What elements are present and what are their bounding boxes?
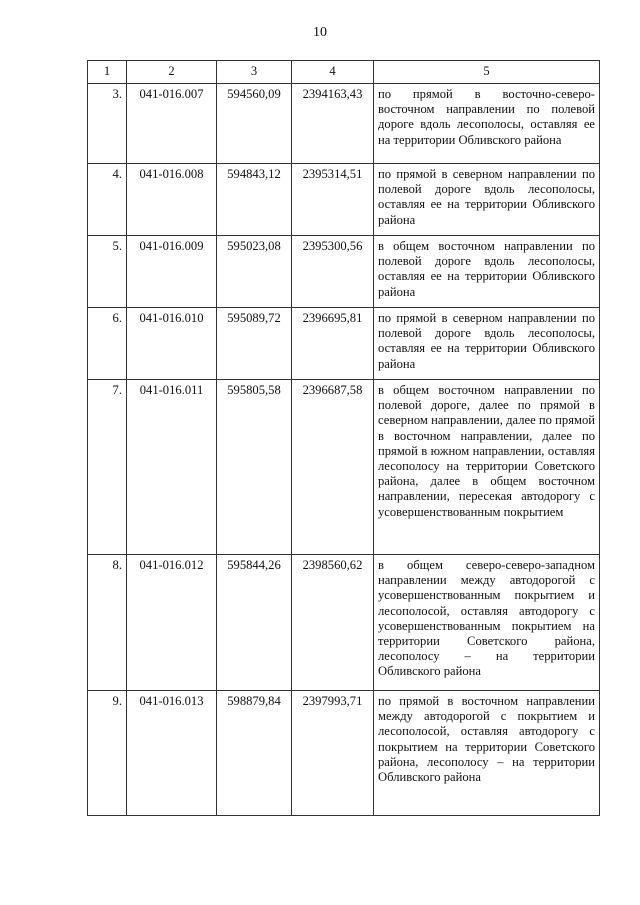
point-code: 041-016.013	[127, 691, 217, 816]
coordinate-y: 2394163,43	[292, 84, 374, 164]
coordinate-x: 594843,12	[217, 164, 292, 236]
boundary-description: по прямой в северном направлении по полевой дороге вдоль лесополосы, оставляя ее на территории Обливского района	[374, 308, 600, 380]
coordinate-x: 595089,72	[217, 308, 292, 380]
coordinate-y: 2398560,62	[292, 555, 374, 691]
table-row	[88, 236, 600, 308]
boundary-description: по прямой в северном направлении по полевой дороге вдоль лесополосы, оставляя ее на территории Обливского района	[374, 164, 600, 236]
row-number: 3.	[88, 84, 127, 164]
header-cell-2: 2	[127, 61, 217, 84]
table-row	[88, 691, 600, 816]
table-row	[88, 555, 600, 691]
header-cell-4: 4	[292, 61, 374, 84]
header-cell-5: 5	[374, 61, 600, 84]
coordinate-y: 2397993,71	[292, 691, 374, 816]
table-header-row	[88, 61, 600, 84]
point-code: 041-016.012	[127, 555, 217, 691]
coordinate-y: 2395314,51	[292, 164, 374, 236]
boundary-description: в общем восточном направлении по полевой дороге, далее по прямой в северном направлении, далее по прямой в восточном направлении, далее по прямой в южном направлении, оставляя лесополосу на территории Советского района, далее в общем восточном направлении, пересекая автодорогу с усовершенствованным покрытием	[374, 380, 600, 555]
row-number: 6.	[88, 308, 127, 380]
header-cell-3: 3	[217, 61, 292, 84]
coordinate-x: 594560,09	[217, 84, 292, 164]
coordinate-y: 2396687,58	[292, 380, 374, 555]
coordinate-x: 595023,08	[217, 236, 292, 308]
point-code: 041-016.008	[127, 164, 217, 236]
table-row	[88, 164, 600, 236]
boundary-description: по прямой в восточно-северо-восточном направлении по полевой дороге вдоль лесополосы, оставляя ее на территории Обливского района	[374, 84, 600, 164]
boundary-points-table	[87, 60, 600, 816]
table-row	[88, 380, 600, 555]
coordinate-x: 595805,58	[217, 380, 292, 555]
header-cell-1: 1	[88, 61, 127, 84]
point-code: 041-016.009	[127, 236, 217, 308]
point-code: 041-016.011	[127, 380, 217, 555]
coordinate-x: 598879,84	[217, 691, 292, 816]
table-row	[88, 308, 600, 380]
coordinate-x: 595844,26	[217, 555, 292, 691]
row-number: 8.	[88, 555, 127, 691]
row-number: 7.	[88, 380, 127, 555]
coordinate-y: 2396695,81	[292, 308, 374, 380]
row-number: 5.	[88, 236, 127, 308]
row-number: 4.	[88, 164, 127, 236]
boundary-description: в общем северо-северо-западном направлении между автодорогой с усовершенствованным покрытием и лесополосой, оставляя автодорогу с усовершенствованным покрытием на территории Советского района, лесополосу – на территории Обливского района	[374, 555, 600, 691]
page-number: 10	[313, 25, 327, 40]
boundary-description: по прямой в восточном направлении между автодорогой с покрытием и лесополосой, оставляя автодорогу с покрытием на территории Советского района, лесополосу – на территории Обливского района	[374, 691, 600, 816]
point-code: 041-016.010	[127, 308, 217, 380]
boundary-description: в общем восточном направлении по полевой дороге вдоль лесополосы, оставляя ее на территории Обливского района	[374, 236, 600, 308]
table-row	[88, 84, 600, 164]
coordinate-y: 2395300,56	[292, 236, 374, 308]
row-number: 9.	[88, 691, 127, 816]
point-code: 041-016.007	[127, 84, 217, 164]
